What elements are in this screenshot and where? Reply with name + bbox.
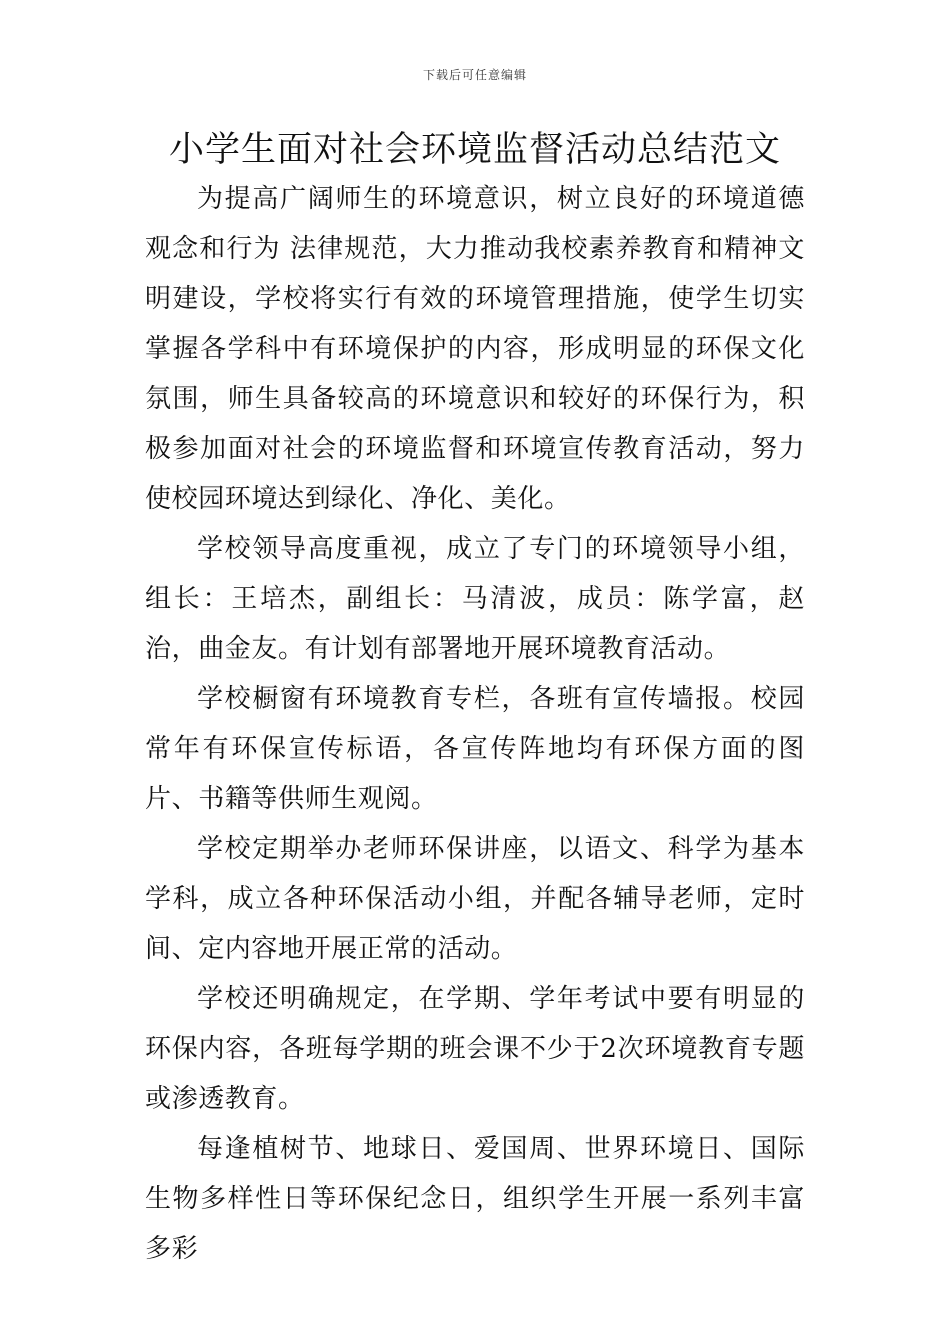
paragraph-2: 学校领导高度重视，成立了专门的环境领导小组，组长：王培杰，副组长：马清波，成员：陈学富，赵治，曲金友。有计划有部署地开展环境教育活动。	[145, 534, 805, 664]
document-body	[145, 174, 805, 1274]
document-title: 小学生面对社会环境监督活动总结范文	[168, 130, 781, 170]
paragraph-4: 学校定期举办老师环保讲座，以语文、科学为基本学科，成立各种环保活动小组，并配各辅导老师，定时间、定内容地开展正常的活动。	[145, 834, 805, 964]
paragraph-5: 学校还明确规定，在学期、学年考试中要有明显的环保内容，各班每学期的班会课不少于2次环境教育专题或渗透教育。	[145, 984, 805, 1114]
paragraph-3: 学校橱窗有环境教育专栏，各班有宣传墙报。校园常年有环保宣传标语，各宣传阵地均有环保方面的图片、书籍等供师生观阅。	[145, 684, 805, 814]
paragraph-1: 为提高广阔师生的环境意识，树立良好的环境道德观念和行为 法律规范，大力推动我校素养教育和精神文明建设，学校将实行有效的环境管理措施，使学生切实掌握各学科中有环境保护的内容，形成明显的环保文化氛围，师生具备较高的环境意识和较好的环保行为，积极参加面对社会的环境监督和环境宣传教育活动，努力使校园环境达到绿化、净化、美化。	[145, 184, 805, 514]
header-note: 下载后可任意编辑	[422, 68, 527, 82]
paragraph-6: 每逢植树节、地球日、爱国周、世界环境日、国际生物多样性日等环保纪念日，组织学生开展一系列丰富多彩	[145, 1134, 805, 1264]
